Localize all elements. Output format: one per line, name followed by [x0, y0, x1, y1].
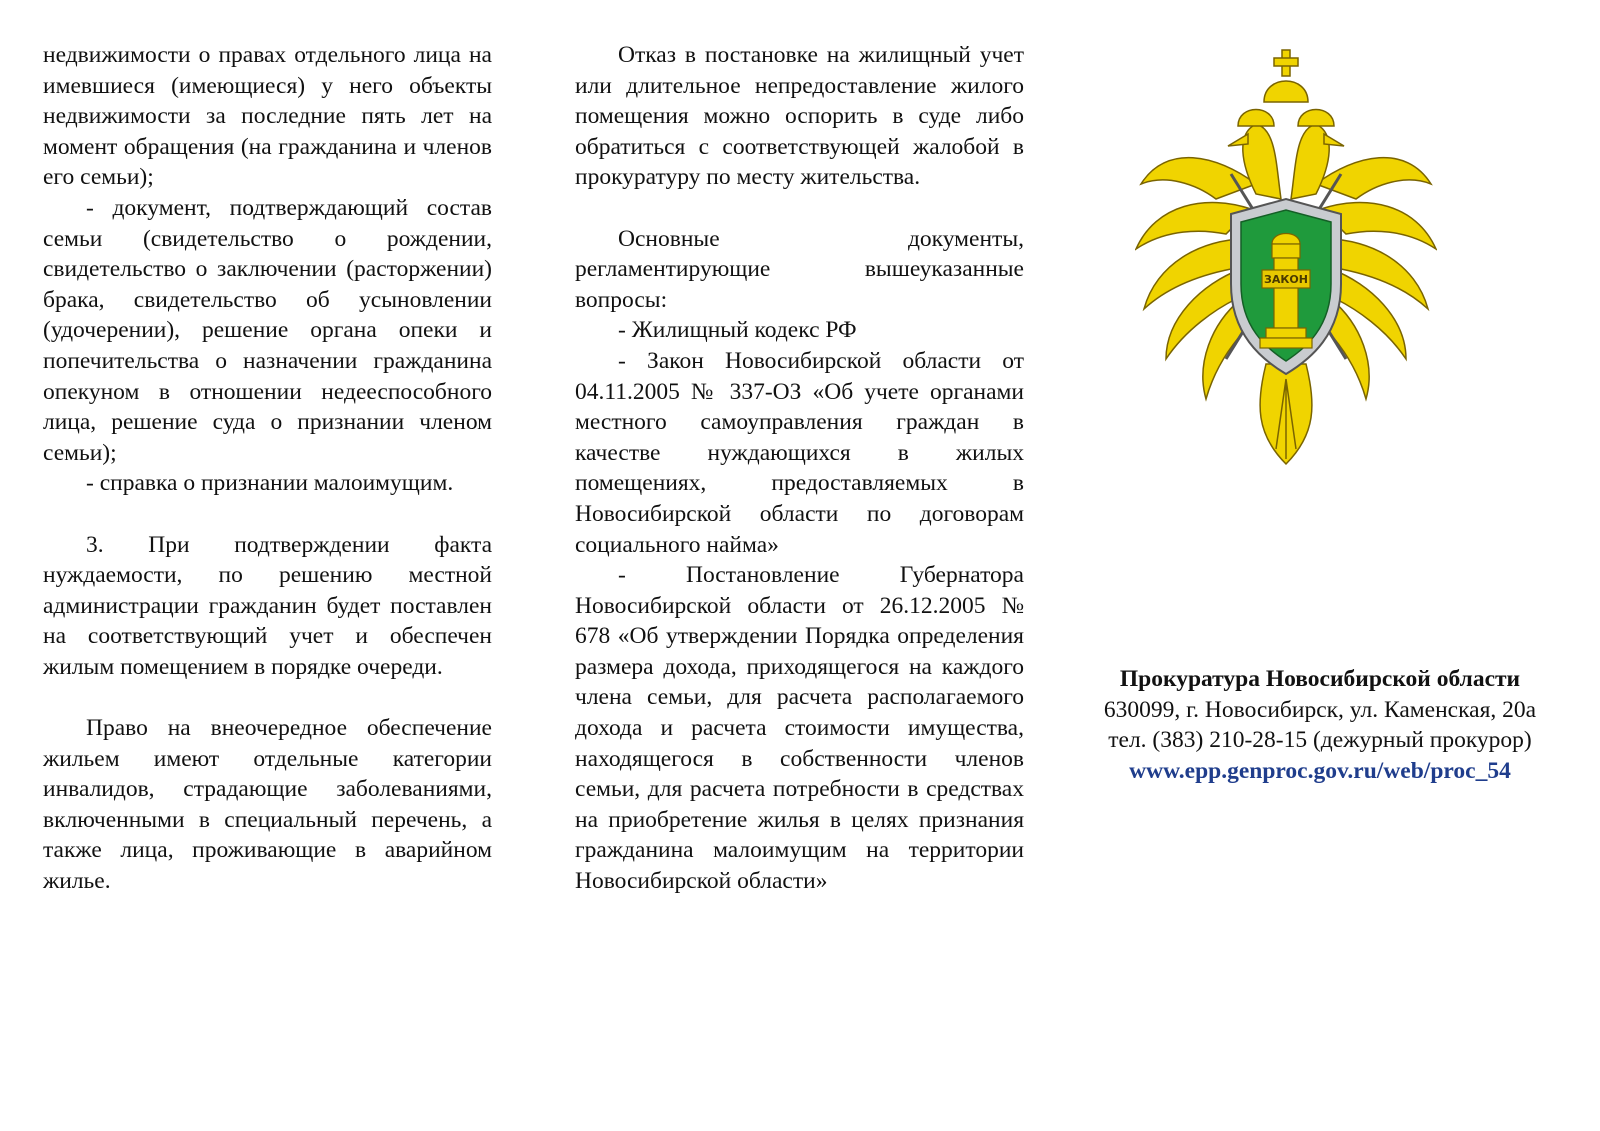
middle-text-column: [575, 40, 1024, 897]
emblem-plaque-text: ЗАКОН: [1264, 273, 1308, 286]
middle-paragraph-5: - Постановление Губернатора Новосибирской области от 26.12.2005 № 678 «Об утверждении Порядка определения размера дохода, приходящегося на каждого члена семьи, для расчета располагаемого дохода и расчета стоимости имущества, находящегося в собственности членов семьи, для расчета потребности в средствах на приобретение жилья в целях признания гражданина малоимущим на территории Новосибирской области»: [575, 562, 1024, 895]
website-link[interactable]: www.epp.genproc.gov.ru/web/proc_54: [1129, 757, 1511, 784]
middle-paragraph-3: - Жилищный кодекс РФ: [618, 317, 857, 344]
organization-name: Прокуратура Новосибирской области: [1119, 666, 1521, 692]
address: 630099, г. Новосибирск, ул. Каменская, 20а: [1103, 696, 1537, 723]
phone: тел. (383) 210-28-15 (дежурный прокурор): [1108, 727, 1532, 754]
contacts-block: [1060, 664, 1580, 786]
left-text-column: [43, 40, 492, 897]
prosecutor-emblem-icon: [1135, 34, 1437, 474]
left-paragraph-3: - справка о признании малоимущим.: [86, 470, 454, 497]
middle-paragraph-4: - Закон Новосибирской области от 04.11.2005 № 337-ОЗ «Об учете органами местного самоуправления граждан в качестве нуждающихся в жилых помещениях, предоставляемых в Новосибирской области по договорам социального найма»: [575, 347, 1024, 558]
left-paragraph-2: - документ, подтверждающий состав семьи (свидетельство о рождении, свидетельство о заключении (расторжении) брака, свидетельство об усыновлении (удочерении), решение органа опеки и попечительства о назначении гражданина опекуном в отношении недееспособного лица, решение суда о признании членом семьи);: [43, 194, 492, 466]
middle-paragraph-2: Основные документы, регламентирующие вышеуказанные вопросы:: [575, 225, 1024, 313]
left-paragraph-4: 3. При подтверждении факта нуждаемости, по решению местной администрации гражданин будет поставлен на соответствующий учет и обеспечен жилым помещением в порядке очереди.: [43, 531, 492, 680]
middle-paragraph-1: Отказ в постановке на жилищный учет или длительное непредоставление жилого помещения можно оспорить в суде либо обратиться с соответствующей жалобой в прокуратуру по месту жительства.: [575, 42, 1024, 191]
left-paragraph-1: недвижимости о правах отдельного лица на имевшиеся (имеющиеся) у него объекты недвижимости за последние пять лет на момент обращения (на гражданина и членов его семьи);: [43, 42, 492, 191]
left-paragraph-5: Право на внеочередное обеспечение жильем имеют отдельные категории инвалидов, страдающие заболеваниями, включенными в специальный перечень, а также лица, проживающие в аварийном жилье.: [43, 715, 492, 895]
